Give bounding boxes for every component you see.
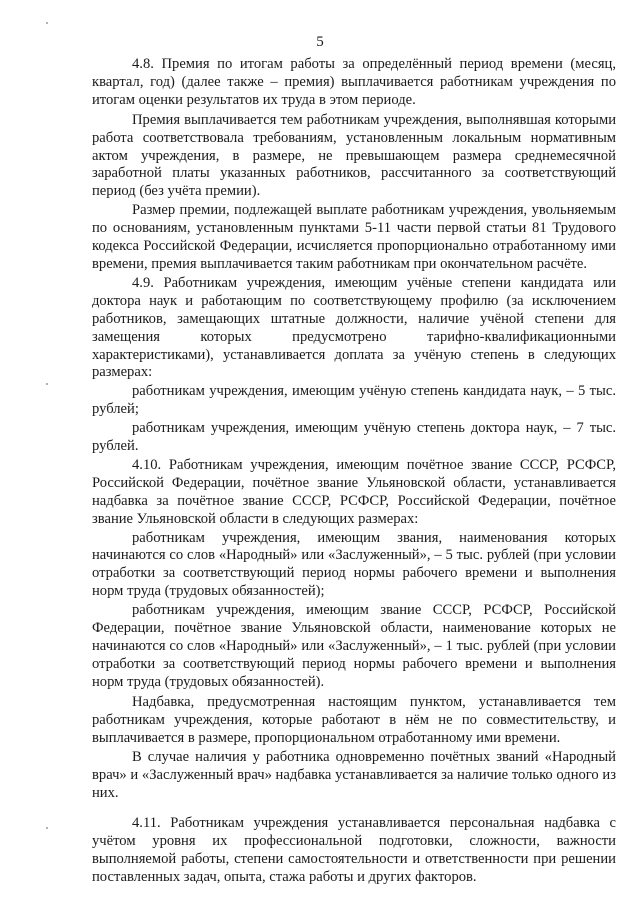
paragraph-4-8: 4.8. Премия по итогам работы за определённый период времени (месяц, квартал, год) (далее также – премия) выплачивается работникам учреждения по итогам оценки результатов их труда в этом периоде.	[92, 56, 616, 108]
document-body	[92, 56, 616, 887]
scan-speck	[46, 383, 48, 385]
paragraph-4-9: 4.9. Работникам учреждения, имеющим учёные степени кандидата или доктора наук и работающим по соответствующему профилю (за исключением работников, замещающих штатные должности, наличие учёной степени для замещения которых предусмотрено тарифно-квалификационными характеристиками), устанавливается доплата за учёную степень в следующих размерах:	[92, 274, 616, 381]
page-number: 5	[316, 34, 324, 50]
list-item-honorary-title-people: работникам учреждения, имеющим звания, наименования которых начинаются со слов «Народный» или «Заслуженный», – 5 тыс. рублей (при условии отработки за соответствующий период нормы рабочего времени и выполнения норм труда (трудовых обязанностей);	[92, 529, 616, 600]
list-item-candidate-degree: работникам учреждения, имеющим учёную степень кандидата наук, – 5 тыс. рублей;	[92, 383, 616, 418]
scan-speck	[46, 22, 48, 24]
paragraph-bonus-conditions: Премия выплачивается тем работникам учреждения, выполнявшая которыми работа соответствовала требованиям, установленным локальным нормативным актом учреждения, в размере, не превышающем размера среднемесячной заработной платы указанных работников, рассчитанного за соответствующий период (без учёта премии).	[92, 111, 616, 200]
paragraph-allowance-proportional: Надбавка, предусмотренная настоящим пунктом, устанавливается тем работникам учреждения, которые работают в нём не по совместительству, и выплачивается в размере, пропорциональном отработанному ими времени.	[92, 693, 616, 746]
list-item-honorary-title-other: работникам учреждения, имеющим звание СССР, РСФСР, Российской Федерации, почётное звание Ульяновской области, наименование которых не начинаются со слов «Народный» или «Заслуженный», – 1 тыс. рублей (при условии отработки за соответствующий период нормы рабочего времени и выполнения норм труда (трудовых обязанностей).	[92, 602, 616, 690]
paragraph-4-11: 4.11. Работникам учреждения устанавливается персональная надбавка с учётом уровня их профессиональной подготовки, сложности, важности выполняемой работы, степени самостоятельности и ответственности при решении поставленных задач, опыта, стажа работы и других факторов.	[92, 815, 616, 885]
scan-speck	[46, 827, 48, 829]
paragraph-bonus-dismissal: Размер премии, подлежащей выплате работникам учреждения, увольняемым по основаниям, установленным пунктами 5-11 части первой статьи 81 Трудового кодекса Российской Федерации, исчисляется пропорционально отработанному ими времени, премия выплачивается таким работникам при окончательном расчёте.	[92, 202, 616, 272]
paragraph-4-10: 4.10. Работникам учреждения, имеющим почётное звание СССР, РСФСР, Российской Федерации, почётное звание Ульяновской области, устанавливается надбавка за почётное звание СССР, РСФСР, Российской Федерации, почётное звание Ульяновской области в следующих размерах:	[92, 456, 616, 527]
list-item-doctor-degree: работникам учреждения, имеющим учёную степень доктора наук, – 7 тыс. рублей.	[92, 420, 616, 455]
paragraph-two-titles: В случае наличия у работника одновременно почётных званий «Народный врач» и «Заслуженный врач» надбавка устанавливается за наличие только одного из них.	[92, 749, 616, 802]
